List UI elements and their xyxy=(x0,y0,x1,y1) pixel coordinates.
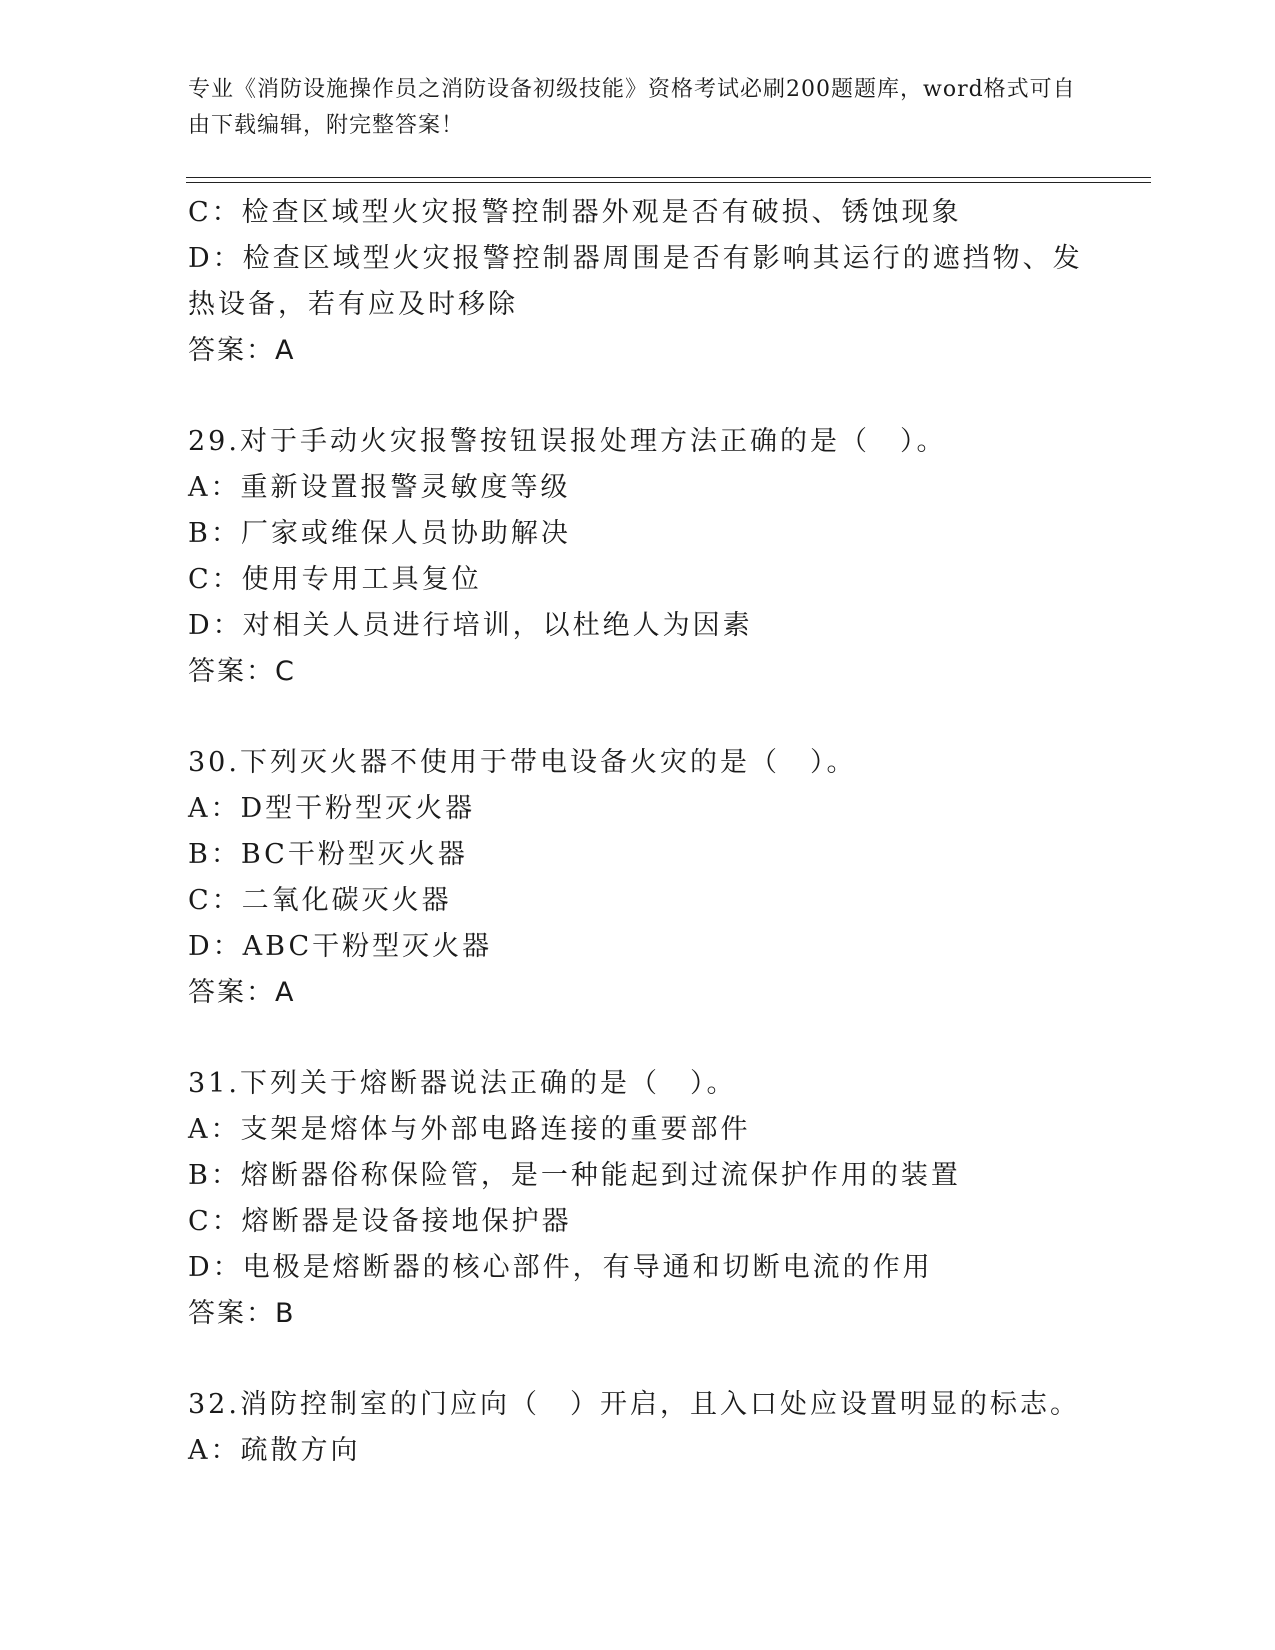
question-stem: 30.下列灭火器不使用于带电设备火灾的是（ ）。 xyxy=(188,747,857,778)
header-text: 专业《消防设施操作员之消防设备初级技能》资格考试必刷200题题库，word格式可自由下载编辑，附完整答案！ xyxy=(188,77,1076,138)
option-c: C：熔断器是设备接地保护器 xyxy=(188,1206,572,1237)
spacer xyxy=(188,695,1088,740)
question-list xyxy=(188,190,1088,1474)
answer-line: 答案：B xyxy=(188,1298,296,1329)
header-divider-bottom xyxy=(186,182,1151,183)
option-a: A：重新设置报警灵敏度等级 xyxy=(188,472,571,503)
option-b: B：BC干粉型灭火器 xyxy=(188,839,468,870)
document-header xyxy=(188,72,1088,144)
answer-line: 答案：A xyxy=(188,977,296,1008)
option-d: D：检查区域型火灾报警控制器周围是否有影响其运行的遮挡物、发热设备，若有应及时移除 xyxy=(188,243,1083,320)
question-stem: 29.对于手动火灾报警按钮误报处理方法正确的是（ ）。 xyxy=(188,426,947,457)
option-d: D：电极是熔断器的核心部件，有导通和切断电流的作用 xyxy=(188,1252,933,1283)
option-d: D：对相关人员进行培训，以杜绝人为因素 xyxy=(188,610,753,641)
question-stem: 32.消防控制室的门应向（ ）开启，且入口处应设置明显的标志。 xyxy=(188,1389,1080,1420)
option-d: D：ABC干粉型灭火器 xyxy=(188,931,493,962)
option-c: C：检查区域型火灾报警控制器外观是否有破损、锈蚀现象 xyxy=(188,197,962,228)
question-30 xyxy=(188,740,1088,1016)
question-29 xyxy=(188,419,1088,695)
answer-line: 答案：C xyxy=(188,656,296,687)
question-28-continued xyxy=(188,190,1088,374)
option-b: B：厂家或维保人员协助解决 xyxy=(188,518,571,549)
option-a: A：疏散方向 xyxy=(188,1435,361,1466)
option-b: B：熔断器俗称保险管，是一种能起到过流保护作用的装置 xyxy=(188,1160,961,1191)
spacer xyxy=(188,1337,1088,1382)
question-stem: 31.下列关于熔断器说法正确的是（ ）。 xyxy=(188,1068,737,1099)
spacer xyxy=(188,374,1088,419)
question-32 xyxy=(188,1382,1088,1474)
option-c: C：二氧化碳灭火器 xyxy=(188,885,452,916)
header-divider-top xyxy=(186,177,1151,178)
option-a: A：D型干粉型灭火器 xyxy=(188,793,476,824)
option-c: C：使用专用工具复位 xyxy=(188,564,482,595)
question-31 xyxy=(188,1061,1088,1337)
answer-line: 答案：A xyxy=(188,335,296,366)
spacer xyxy=(188,1016,1088,1061)
option-a: A：支架是熔体与外部电路连接的重要部件 xyxy=(188,1114,751,1145)
